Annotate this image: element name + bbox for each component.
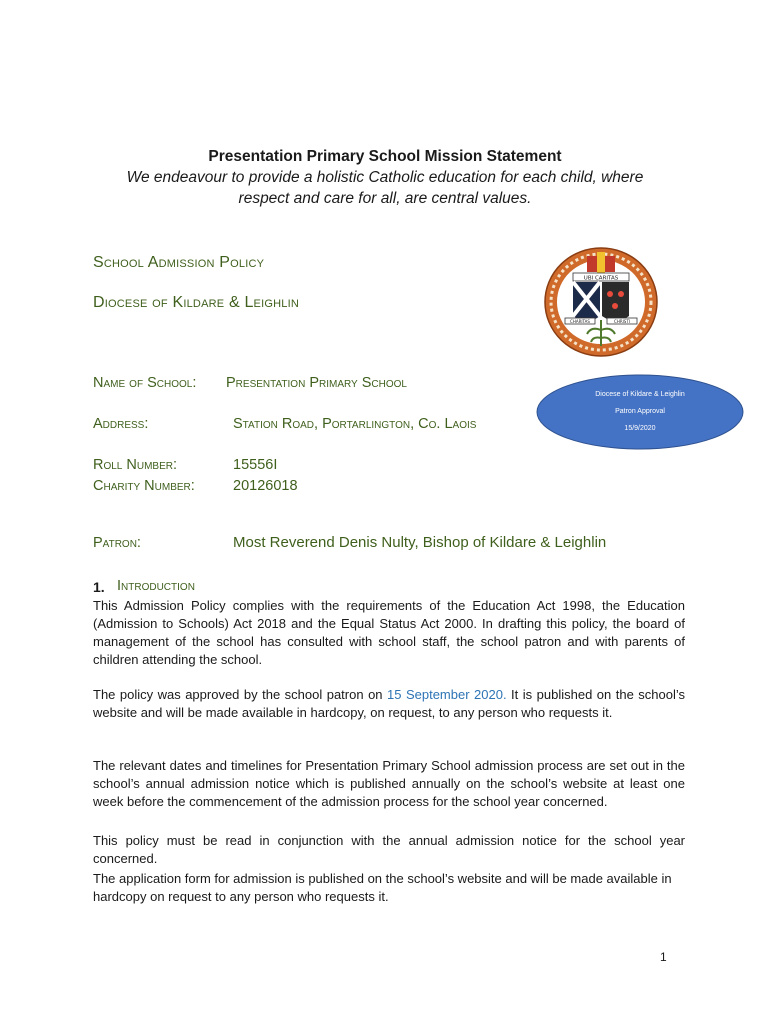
address-label: Address: [93, 416, 149, 432]
intro-paragraph-2 [93, 686, 685, 722]
charity-number-label: Charity Number: [93, 478, 195, 494]
approval-sentence-end: It is published on the school’s website and will be made available in hardcopy, on request, to any person who requests it. [93, 687, 686, 720]
intro-paragraph-1: This Admission Policy complies with the requirements of the Education Act 1998, the Education (Admission to Schools) Act 2018 and the Equal Status Act 2000. In drafting this policy, the board of management of the school has consulted with school staff, the school patron and with parents of children attending the school. [93, 598, 685, 667]
crest-motto: UBI CARITAS [583, 275, 619, 282]
mission-title: Presentation Primary School Mission Statement [208, 148, 562, 165]
address-value: Station Road, Portarlington, Co. Laois [233, 416, 477, 432]
approval-date-link[interactable]: 15 September 2020. [387, 687, 507, 702]
roll-number-label: Roll Number: [93, 457, 178, 473]
policy-heading: School Admission Policy [93, 254, 265, 271]
approval-line-1: Diocese of Kildare & Leighlin [595, 391, 685, 398]
crest-banner-right: CHRISTI [614, 318, 630, 324]
charity-number-value: 20126018 [233, 478, 298, 494]
section-number: 1. [93, 579, 105, 595]
approval-sentence-start: The policy was approved by the school patron on [93, 687, 388, 702]
section-title: Introduction [117, 578, 195, 594]
diocese-crest-logo [543, 246, 659, 358]
diocese-heading: Diocese of Kildare & Leighlin [93, 294, 299, 311]
intro-paragraph-5: The application form for admission is published on the school’s website and will be made available in hardcopy on request to any person who requests it. [93, 871, 672, 904]
intro-paragraph-3: The relevant dates and timelines for Presentation Primary School admission process are set out in the school’s annual admission notice which is published annually on the school’s website at least one week before the commencement of the admission process for the school year concerned. [93, 758, 685, 809]
patron-value: Most Reverend Denis Nulty, Bishop of Kildare & Leighlin [233, 534, 607, 551]
patron-label: Patron: [93, 535, 141, 551]
mission-line-1: We endeavour to provide a holistic Catholic education for each child, where [126, 169, 644, 186]
crest-banner-left: CHARITAS [570, 318, 590, 324]
roll-number-value: 15556I [233, 457, 278, 473]
school-name-label: Name of School: [93, 375, 197, 391]
approval-date: 15/9/2020 [624, 425, 656, 432]
page-number: 1 [660, 950, 667, 964]
approval-line-2: Patron Approval [615, 408, 665, 415]
mission-line-2: respect and care for all, are central values. [238, 190, 532, 207]
intro-paragraph-4: This policy must be read in conjunction with the annual admission notice for the school year concerned. [93, 833, 685, 866]
school-name-value: Presentation Primary School [226, 375, 407, 391]
